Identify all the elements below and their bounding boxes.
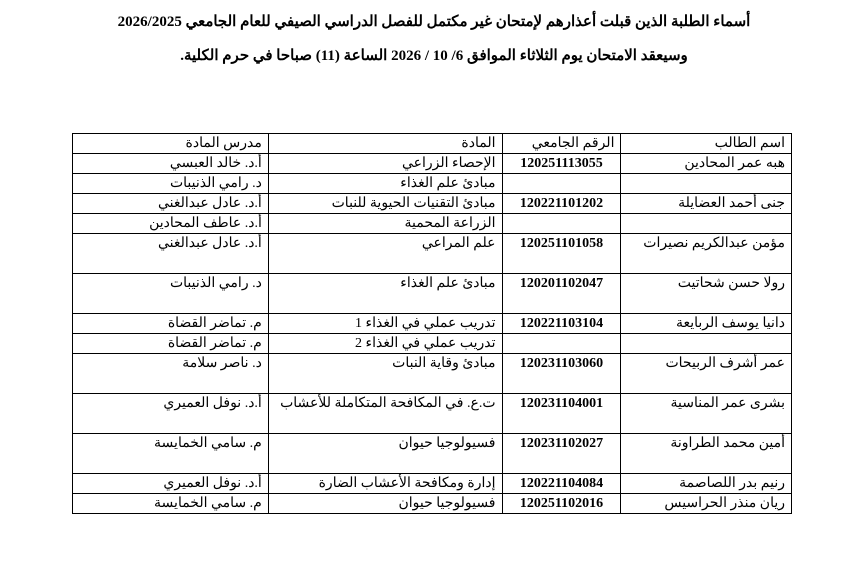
students-table bbox=[72, 133, 792, 514]
header-teacher: مدرس المادة bbox=[73, 134, 269, 154]
subject-cell: مبادئ وقاية النبات bbox=[268, 354, 502, 394]
teacher-cell: أ.د. عادل عبدالغني bbox=[73, 234, 269, 274]
table-row bbox=[73, 234, 792, 274]
table-row bbox=[73, 434, 792, 474]
table-row bbox=[73, 494, 792, 514]
table-row bbox=[73, 194, 792, 214]
header-university-id: الرقم الجامعي bbox=[502, 134, 621, 154]
teacher-cell: أ.د. عادل عبدالغني bbox=[73, 194, 269, 214]
subject-cell: مبادئ التقنيات الحيوية للنبات bbox=[268, 194, 502, 214]
table-row-continued bbox=[73, 334, 792, 354]
student-id: 120231102027 bbox=[502, 434, 621, 474]
table-row-continued bbox=[73, 214, 792, 234]
table-header-row bbox=[73, 134, 792, 154]
teacher-cell: أ.د. خالد العبسي bbox=[73, 154, 269, 174]
teacher-cell: م. تماضر القضاة bbox=[73, 334, 269, 354]
student-id: 120251101058 bbox=[502, 234, 621, 274]
teacher-cell: م. سامي الخمايسة bbox=[73, 434, 269, 474]
teacher-cell: أ.د. نوفل العميري bbox=[73, 394, 269, 434]
student-name: رنيم بدر اللصاصمة bbox=[621, 474, 792, 494]
student-id: 120251102016 bbox=[502, 494, 621, 514]
student-id: 120221103104 bbox=[502, 314, 621, 334]
student-name: رولا حسن شحاتيت bbox=[621, 274, 792, 314]
subject-cell: علم المراعي bbox=[268, 234, 502, 274]
table-row bbox=[73, 274, 792, 314]
subject-cell: مبادئ علم الغذاء bbox=[268, 174, 502, 194]
subject-cell: تدريب عملي في الغذاء 1 bbox=[268, 314, 502, 334]
table-row bbox=[73, 354, 792, 394]
student-name: عمر أشرف الربيحات bbox=[621, 354, 792, 394]
student-id: 120231103060 bbox=[502, 354, 621, 394]
table-row bbox=[73, 154, 792, 174]
subject-cell: إدارة ومكافحة الأعشاب الضارة bbox=[268, 474, 502, 494]
teacher-cell: د. ناصر سلامة bbox=[73, 354, 269, 394]
student-name: ريان منذر الحراسيس bbox=[621, 494, 792, 514]
student-id: 120221104084 bbox=[502, 474, 621, 494]
subject-cell: تدريب عملي في الغذاء 2 bbox=[268, 334, 502, 354]
subject-cell: فسيولوجيا حيوان bbox=[268, 494, 502, 514]
student-name: هبه عمر المحادين bbox=[621, 154, 792, 174]
student-name: مؤمن عبدالكريم نصيرات bbox=[621, 234, 792, 274]
subject-cell: فسيولوجيا حيوان bbox=[268, 434, 502, 474]
student-id: 120221101202 bbox=[502, 194, 621, 214]
teacher-cell: د. رامي الذنيبات bbox=[73, 274, 269, 314]
document-title: أسماء الطلبة الذين قبلت أعذارهم لإمتحان غير مكتمل للفصل الدراسي الصيفي للعام الجامعي 2026/2025 bbox=[117, 14, 751, 30]
table-row bbox=[73, 394, 792, 434]
student-name: جنى أحمد العضايلة bbox=[621, 194, 792, 214]
table-row bbox=[73, 474, 792, 494]
header-subject: المادة bbox=[268, 134, 502, 154]
header-student-name: اسم الطالب bbox=[621, 134, 792, 154]
teacher-cell: أ.د. نوفل العميري bbox=[73, 474, 269, 494]
teacher-cell: م. سامي الخمايسة bbox=[73, 494, 269, 514]
student-id: 120201102047 bbox=[502, 274, 621, 314]
student-id: 120231104001 bbox=[502, 394, 621, 434]
subject-cell: الزراعة المحمية bbox=[268, 214, 502, 234]
student-name: أمين محمد الطراونة bbox=[621, 434, 792, 474]
subject-cell: الإحصاء الزراعي bbox=[268, 154, 502, 174]
table-row bbox=[73, 314, 792, 334]
teacher-cell: د. رامي الذنيبات bbox=[73, 174, 269, 194]
table-row-continued bbox=[73, 174, 792, 194]
teacher-cell: م. تماضر القضاة bbox=[73, 314, 269, 334]
subject-cell: ت.ع. في المكافحة المتكاملة للأعشاب bbox=[268, 394, 502, 434]
student-id: 120251113055 bbox=[502, 154, 621, 174]
subject-cell: مبادئ علم الغذاء bbox=[268, 274, 502, 314]
teacher-cell: أ.د. عاطف المحادين bbox=[73, 214, 269, 234]
student-name: دانيا يوسف الربايعة bbox=[621, 314, 792, 334]
student-name: بشرى عمر المناسية bbox=[621, 394, 792, 434]
exam-schedule-note: وسيعقد الامتحان يوم الثلاثاء الموافق 6/ 10 / 2026 الساعة (11) صباحا في حرم الكلية. bbox=[180, 48, 688, 64]
